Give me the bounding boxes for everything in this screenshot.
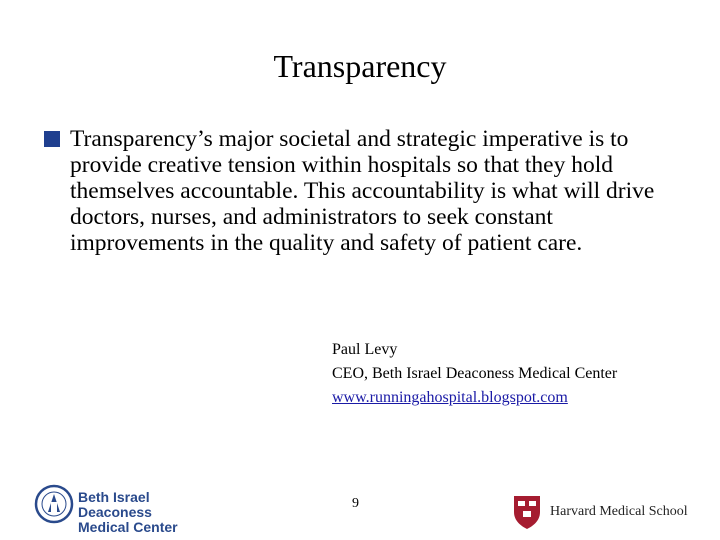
bidmc-name-line2: Medical Center (78, 519, 178, 535)
bidmc-name-line1: Beth Israel Deaconess (78, 489, 152, 520)
harvard-logo (512, 494, 692, 530)
bidmc-seal-icon (34, 484, 74, 524)
harvard-medical-school-text: Harvard Medical School (550, 504, 688, 519)
harvard-shield-icon (512, 494, 542, 530)
slide-title: Transparency (273, 48, 447, 84)
page-number: 9 (352, 496, 359, 511)
bidmc-name (78, 490, 224, 535)
bidmc-logo (34, 484, 224, 535)
square-bullet-icon (44, 131, 60, 147)
bullet-item (44, 126, 684, 256)
attribution (332, 338, 617, 410)
author-role: CEO, Beth Israel Deaconess Medical Center (332, 365, 618, 382)
blog-link[interactable]: www.runningahospital.blogspot.com (332, 389, 568, 406)
bullet-text: Transparency’s major societal and strategic imperative is to provide creative tension within hospitals so that they hold themselves accountable. This accountability is what will drive doctors, nurses, and administrators to seek constant improvements in the quality and safety of patient care. (70, 126, 655, 256)
author-name: Paul Levy (332, 341, 398, 358)
